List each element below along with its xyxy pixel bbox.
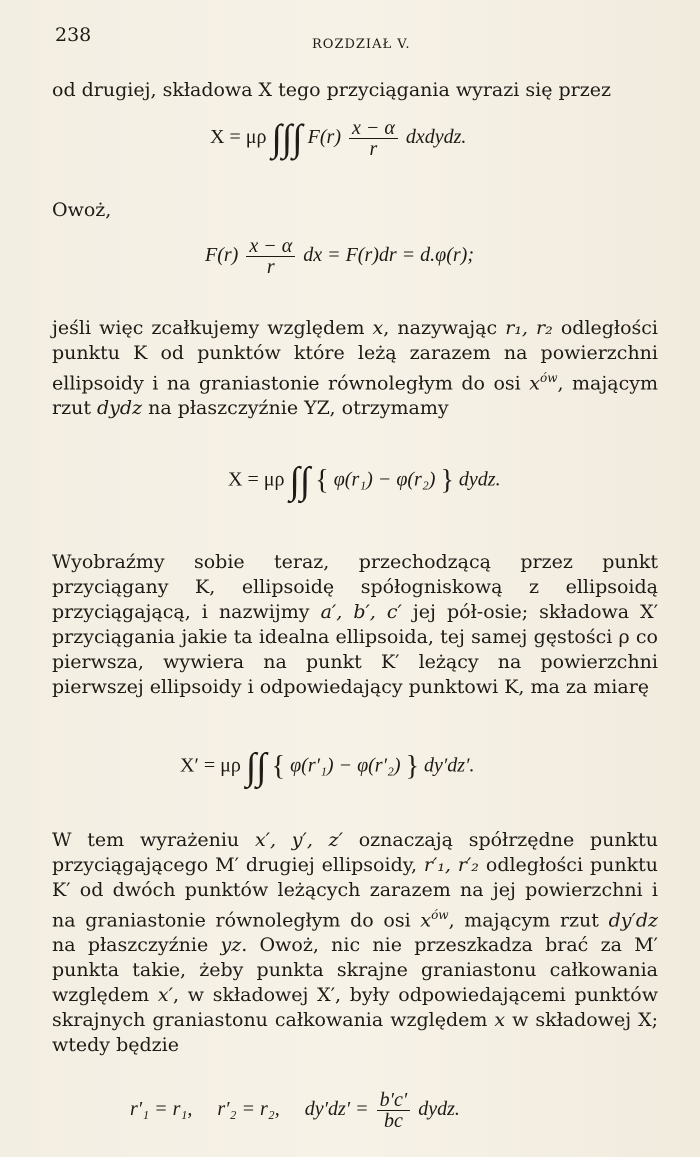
fraction: $\frac{b'c'}{bc}$: [377, 1090, 411, 1131]
double-integral-sign: ∫∫: [289, 460, 311, 502]
paragraph-4: Wyobraźmy sobie teraz, przechodzącą przez punkt przyciągany K, ellipsoidę spółogniskową z ellipsoidą przyciągającą, i nazwijmy a′, b′, c′ jej pół-osie; składowa X′ przyciągania jakie ta idealna ellipsoida, tej samej gęstości ρ co pierwsza, wywiera na punkt K′ leżący na powierzchni pierwszej ellipsoidy i odpowiedający punktowi K, ma za miarę: [52, 551, 659, 698]
paragraph-1: od drugiej, składowa X tego przyciągania wyrazi się przez: [52, 79, 612, 101]
equation-3: X = μρ ∫∫ { φ(r₁) − φ(r₂) } dydz.: [228, 460, 501, 502]
equation-4: X′ = μρ ∫∫ { φ(r′₁) − φ(r′₂) } dy′dz′.: [180, 746, 475, 788]
triple-integral-sign: ∫∫∫: [271, 117, 303, 160]
paragraph-2: Owoż,: [52, 199, 112, 221]
equation-1: X = μρ ∫∫∫ F(r) $\frac{x - \alpha}{r}$ dxdydz.: [210, 117, 467, 160]
paragraph-5: W tem wyrażeniu x′, y′, z′ oznaczają spółrzędne punktu przyciągającego M′ drugiej ellipsoidy, r′₁, r′₂ odległości punktu K′ od dwóch punktów leżących zarazem na jej powierzchni i na graniastonie równoległym do osi $x^{ów}$, mającym rzut dy′dz na płaszczyźnie yz. Owoż, nic nie przeszkadza brać za M′ punkta takie, żeby punkta skrajne graniastonu całkowania względem x′, w składowej X′, były odpowiedającemi punktów skrajnych graniastonu całkowania względem x w składowej X; wtedy będzie: [52, 829, 659, 1057]
page-number: 238: [55, 24, 92, 46]
equation-5: r′₁ = r₁, r′₂ = r₂, dy′dz′ = $\frac{b'c'}{bc}$ dydz.: [130, 1089, 460, 1132]
fraction: $\frac{x - \alpha}{r}$: [349, 118, 398, 159]
paragraph-3: jeśli więc zcałkujemy względem x, nazywając r₁, r₂ odległości punktu K od punktów które leżą zarazem na powierzchni ellipsoidy i na graniastonie równoległym do osi $x^{ów}$, mającym rzut dydz na płaszczyźnie YZ, otrzymamy: [52, 317, 658, 420]
running-title: ROZDZIAŁ V.: [312, 37, 411, 52]
fraction: $\frac{x - \alpha}{r}$: [246, 236, 295, 277]
equation-2: F(r) $\frac{x - \alpha}{r}$ dx = F(r)dr = d.φ(r);: [205, 235, 475, 278]
double-integral-sign: ∫∫: [245, 746, 267, 788]
